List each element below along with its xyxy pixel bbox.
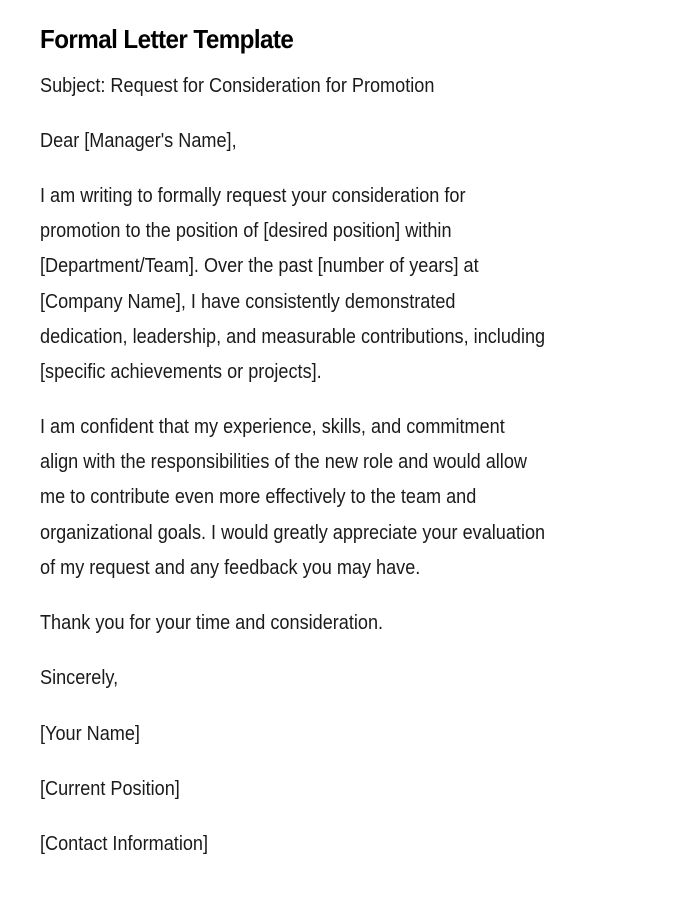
paragraph-line: [Department/Team]. Over the past [number of years] at [40, 255, 479, 278]
paragraph-line: me to contribute even more effectively to the team and [40, 486, 477, 509]
signature-contact: [Contact Information] [40, 833, 209, 855]
paragraph-line: align with the responsibilities of the new role and would allow [40, 451, 527, 474]
paragraph-line: [Company Name], I have consistently demonstrated [40, 290, 456, 313]
paragraph-line: of my request and any feedback you may have. [40, 556, 421, 579]
closing: Sincerely, [40, 667, 119, 689]
salutation: Dear [Manager's Name], [40, 130, 237, 152]
paragraph-line: I am writing to formally request your consideration for [40, 185, 466, 207]
paragraph-line: dedication, leadership, and measurable contributions, including [40, 325, 546, 348]
page-title: Formal Letter Template [40, 24, 294, 54]
thank-you-line: Thank you for your time and consideration. [40, 612, 384, 634]
paragraph-line: organizational goals. I would greatly appreciate your evaluation [40, 521, 546, 544]
paragraph-line: [specific achievements or projects]. [40, 361, 322, 384]
body-paragraph-1 [40, 179, 545, 390]
subject-line: Subject: Request for Consideration for Promotion [40, 75, 435, 97]
paragraph-line: I am confident that my experience, skills, and commitment [40, 416, 505, 438]
body-paragraph-2 [40, 410, 545, 586]
paragraph-line: promotion to the position of [desired position] within [40, 220, 452, 243]
signature-name: [Your Name] [40, 723, 140, 745]
signature-position: [Current Position] [40, 778, 180, 800]
